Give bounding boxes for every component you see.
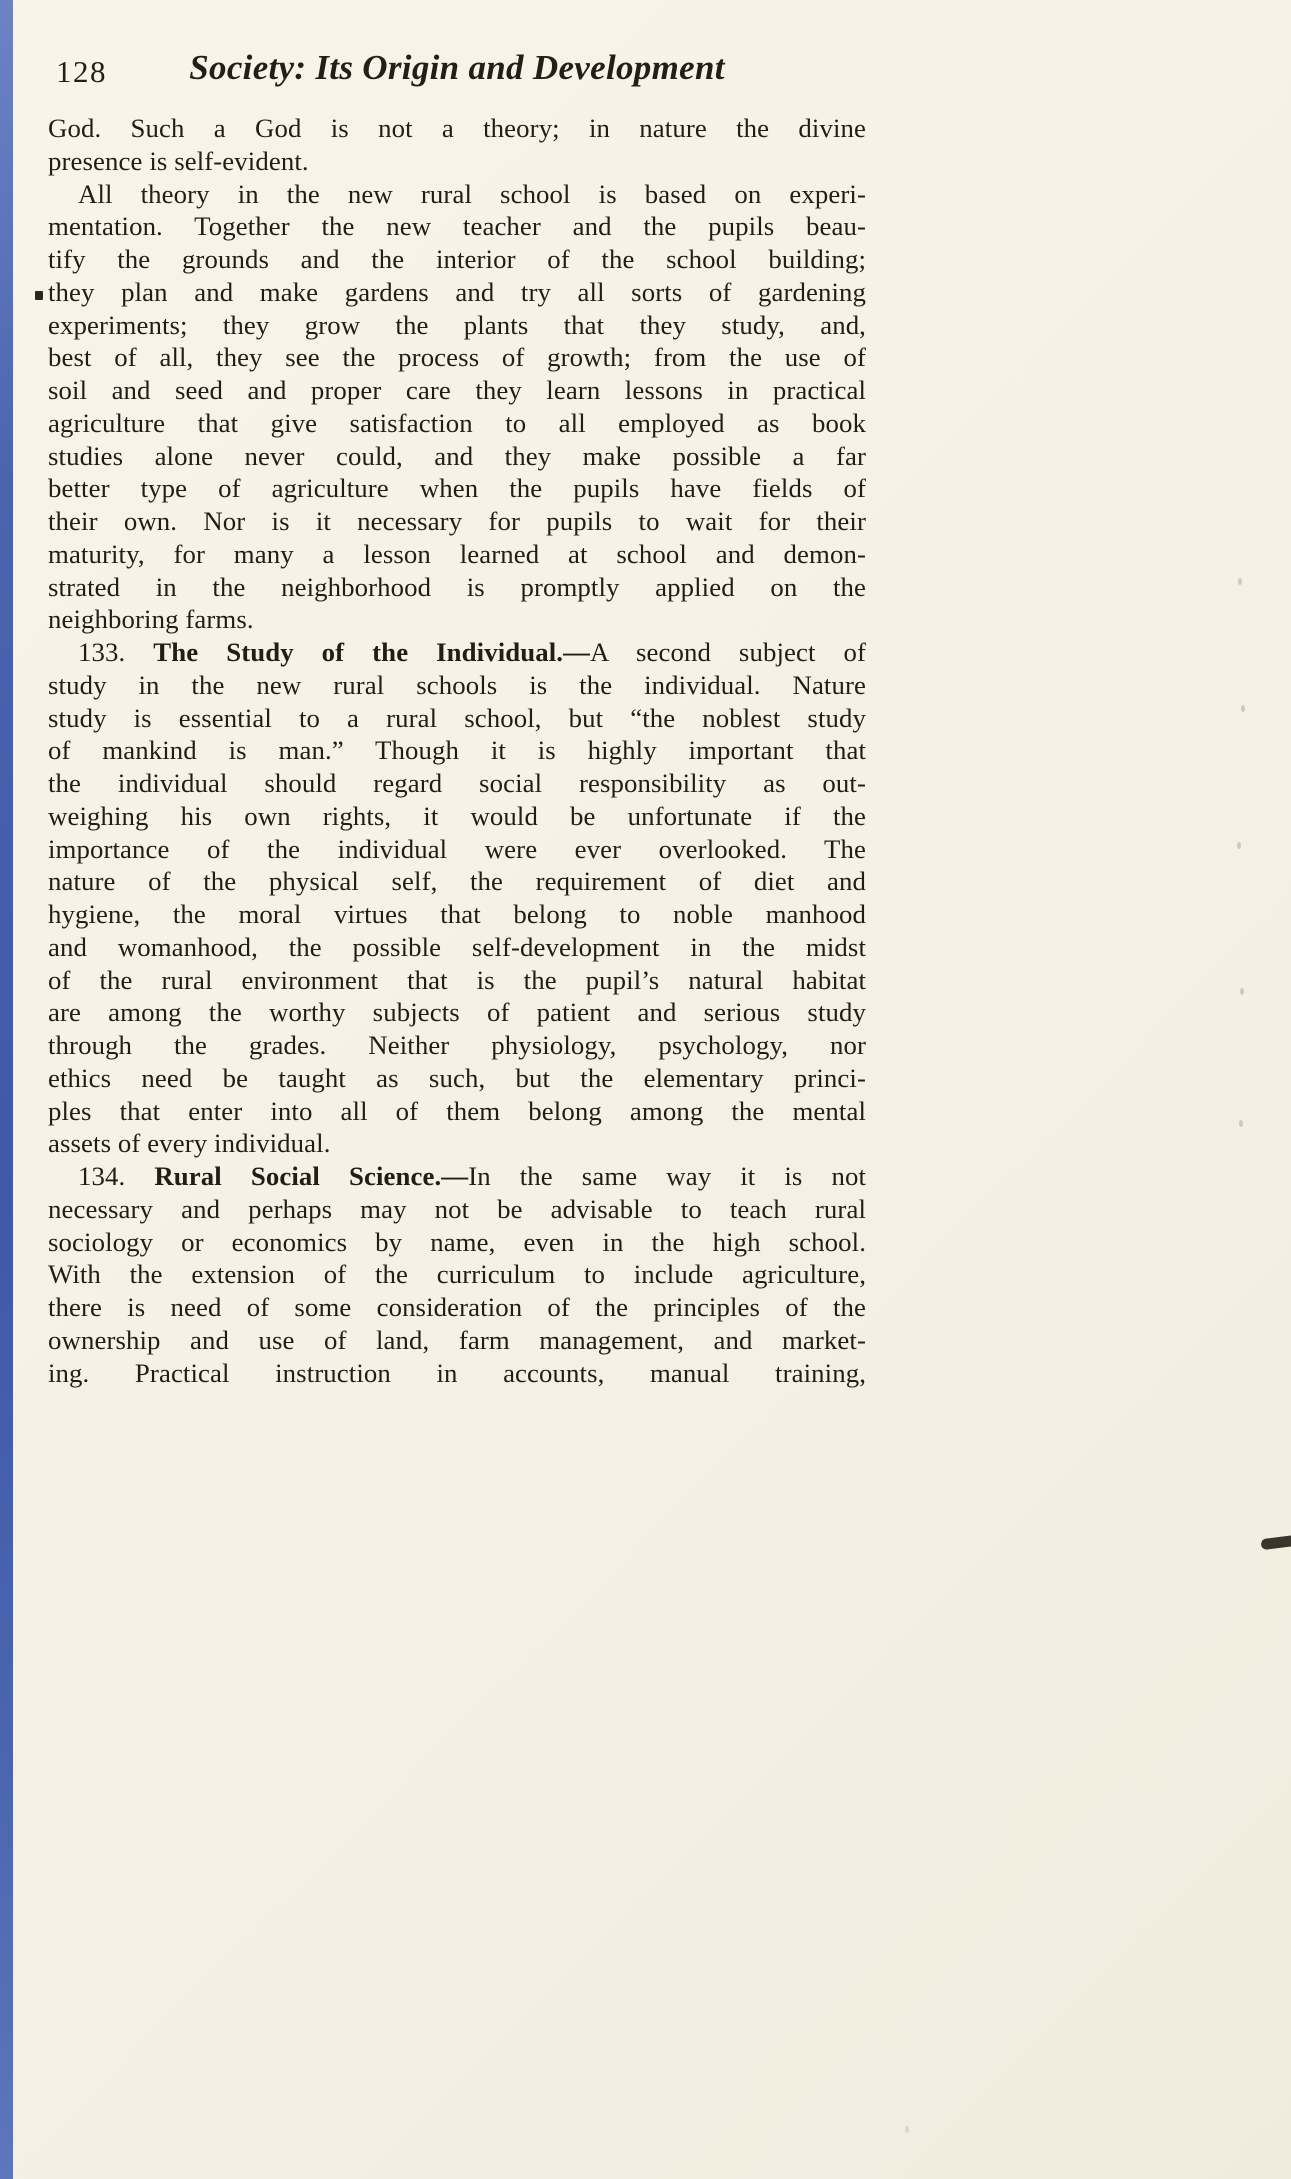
- text-line: study in the new rural schools is the individual. Nature: [48, 669, 866, 700]
- text-line: soil and seed and proper care they learn lessons in practical: [48, 375, 866, 405]
- text-line: of mankind is man.” Though it is highly important that: [48, 735, 866, 766]
- text-line: studies alone never could, and they make possible a far: [48, 440, 866, 471]
- text-line: agriculture that give satisfaction to all employed as book: [48, 407, 866, 438]
- text-line: weighing his own rights, it would be unfortunate if the: [48, 800, 866, 831]
- text-line: strated in the neighborhood is promptly applied on the: [48, 571, 866, 602]
- text-line: All theory in the new rural school is based on experi-: [78, 178, 866, 209]
- binding-edge-strip: [0, 0, 13, 2179]
- paper-speck: [1241, 705, 1245, 712]
- text-line: better type of agriculture when the pupils have fields of: [48, 473, 866, 504]
- body-text: 134.: [78, 1161, 155, 1191]
- text-line: importance of the individual were ever overlooked. The: [48, 833, 866, 864]
- body-text: In the same way it is not: [468, 1161, 867, 1191]
- text-line: of the rural environment that is the pupil’s natural habitat: [48, 964, 866, 995]
- text-line: ples that enter into all of them belong among the mental: [48, 1095, 866, 1126]
- text-line: study is essential to a rural school, but “the noblest study: [48, 702, 866, 733]
- paper-speck: [1238, 578, 1242, 585]
- print-fleck: [35, 291, 43, 300]
- text-line: hygiene, the moral virtues that belong to noble manhood: [48, 899, 866, 929]
- text-line: tify the grounds and the interior of the school building;: [48, 244, 866, 274]
- text-line: they plan and make gardens and try all sorts of gardening: [48, 276, 866, 307]
- section-heading-text: The Study of the Individual.—: [153, 637, 591, 667]
- text-line: ownership and use of land, farm management, and market-: [48, 1324, 866, 1355]
- running-title: Society: Its Origin and Development: [189, 48, 725, 87]
- text-line: presence is self-evident.: [48, 145, 309, 176]
- text-line: their own. Nor is it necessary for pupils to wait for their: [48, 506, 866, 536]
- text-line: through the grades. Neither physiology, psychology, nor: [48, 1030, 866, 1060]
- text-line: mentation. Together the new teacher and the pupils beau-: [48, 211, 866, 242]
- text-line: and womanhood, the possible self-development in the midst: [48, 931, 866, 962]
- page-number: 128: [56, 54, 107, 89]
- page-header: [48, 48, 866, 96]
- paper-speck: [1239, 1120, 1243, 1127]
- text-line: ing. Practical instruction in accounts, manual training,: [48, 1357, 866, 1388]
- text-line: experiments; they grow the plants that they study, and,: [48, 309, 866, 340]
- text-line: assets of every individual.: [48, 1128, 331, 1159]
- text-line: necessary and perhaps may not be advisable to teach rural: [48, 1193, 866, 1224]
- text-line: sociology or economics by name, even in the high school.: [48, 1226, 866, 1257]
- text-line: maturity, for many a lesson learned at school and demon-: [48, 538, 866, 569]
- body-text: A second subject of: [590, 637, 866, 667]
- text-line: [48, 1160, 866, 1193]
- text-line: God. Such a God is not a theory; in nature the divine: [48, 113, 866, 143]
- text-line: the individual should regard social responsibility as out-: [48, 768, 866, 798]
- paper-speck: [1237, 842, 1241, 849]
- text-line: there is need of some consideration of the principles of the: [48, 1292, 866, 1322]
- text-line: nature of the physical self, the requirement of diet and: [48, 866, 866, 897]
- section-heading-text: Rural Social Science.—: [154, 1161, 469, 1191]
- paper-speck: [905, 2126, 909, 2133]
- text-line: With the extension of the curriculum to include agriculture,: [48, 1259, 866, 1290]
- text-line: [48, 636, 866, 669]
- text-line: neighboring farms.: [48, 604, 254, 635]
- text-block: [48, 112, 866, 1389]
- body-text: 133.: [78, 637, 154, 667]
- text-line: best of all, they see the process of growth; from the use of: [48, 342, 866, 373]
- text-line: are among the worthy subjects of patient and serious study: [48, 997, 866, 1028]
- text-line: ethics need be taught as such, but the elementary princi-: [48, 1062, 866, 1093]
- paper-speck: [1240, 988, 1244, 995]
